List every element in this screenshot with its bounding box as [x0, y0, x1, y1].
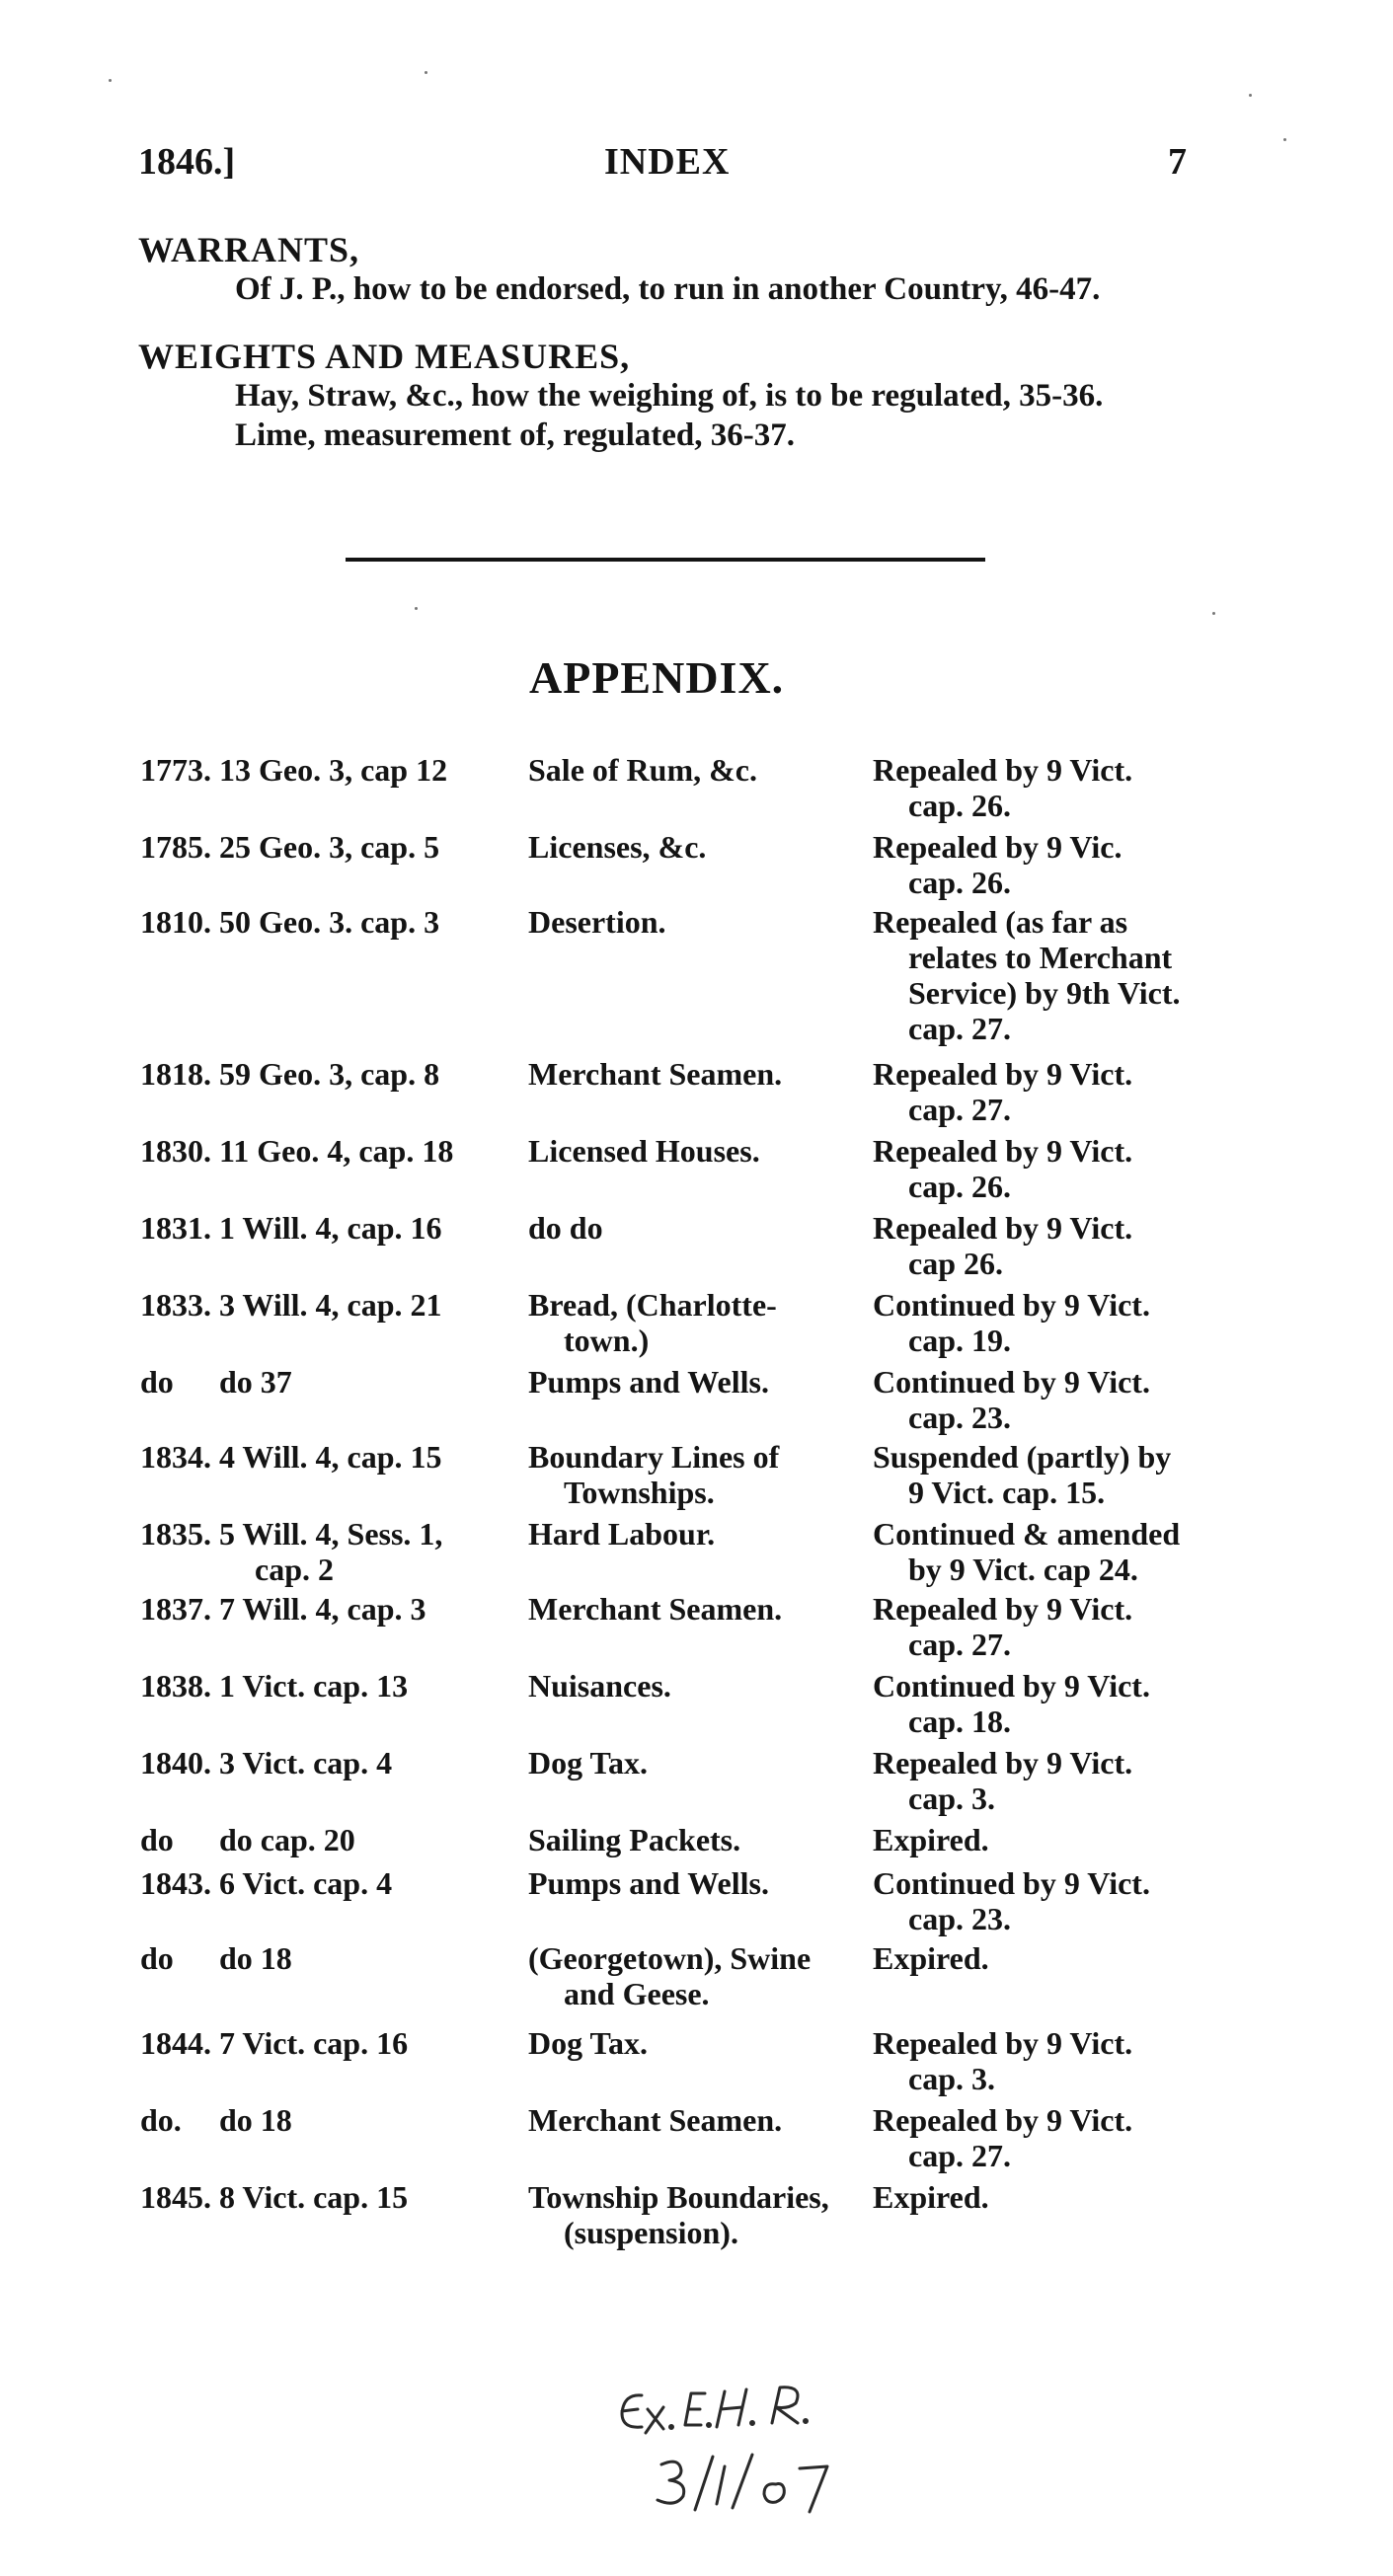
cell-subject-line: Sailing Packets. [528, 1822, 741, 1857]
cell-disposition [873, 1668, 1150, 1739]
cell-year [140, 2025, 211, 2061]
cell-year-line: 1845. [140, 2179, 211, 2215]
cell-disposition-line: Repealed by 9 Vict. [873, 1591, 1133, 1627]
cell-act-line: 25 Geo. 3, cap. 5 [219, 829, 440, 865]
cell-subject-line: Licenses, &c. [528, 829, 707, 865]
cell-subject [528, 1865, 769, 1901]
cell-year-line: 1818. [140, 1056, 211, 1092]
cell-disposition-line: cap. 26. [908, 788, 1011, 823]
cell-year [140, 1516, 211, 1552]
page-number: 7 [1168, 141, 1187, 183]
cell-act [219, 2102, 292, 2138]
cell-subject-line: Township Boundaries, [528, 2179, 829, 2215]
cell-year-line: do [140, 1364, 174, 1400]
cell-disposition [873, 1516, 1180, 1587]
cell-subject-line: Pumps and Wells. [528, 1865, 769, 1901]
cell-act-line: 1 Vict. cap. 13 [219, 1668, 409, 1704]
cell-disposition-line: Continued by 9 Vict. [873, 1668, 1150, 1704]
cell-disposition-line: cap. 26. [908, 1169, 1011, 1204]
cell-disposition [873, 2025, 1132, 2096]
cell-subject-line: and Geese. [564, 1976, 710, 2011]
cell-subject-line: Dog Tax. [528, 2025, 648, 2061]
cell-subject [528, 1745, 648, 1780]
cell-disposition-line: cap. 23. [908, 1901, 1011, 1936]
cell-year [140, 1133, 211, 1169]
cell-year [140, 752, 211, 788]
cell-disposition-line: cap. 3. [908, 2061, 995, 2096]
cell-disposition [873, 2179, 989, 2215]
cell-disposition-line: Repealed by 9 Vict. [873, 1745, 1133, 1780]
cell-year-line: 1833. [140, 1287, 211, 1323]
cell-disposition [873, 2102, 1132, 2173]
cell-subject [528, 829, 706, 865]
cell-year-line: 1838. [140, 1668, 211, 1704]
scan-speck [425, 71, 427, 74]
cell-act [219, 1591, 426, 1627]
cell-disposition-line: Repealed by 9 Vict. [873, 752, 1133, 788]
cell-year-line: 1843. [140, 1865, 211, 1901]
cell-act-line: do 18 [219, 2102, 292, 2138]
cell-year [140, 1364, 174, 1400]
cell-disposition [873, 1940, 989, 1976]
scan-speck [1283, 138, 1286, 141]
cell-year-line: 1785. [140, 829, 211, 865]
cell-disposition [873, 1056, 1132, 1127]
cell-disposition-line: cap. 26. [908, 865, 1011, 900]
cell-subject [528, 1940, 811, 2011]
cell-subject-line: (Georgetown), Swine [528, 1940, 812, 1976]
handwritten-annotation [602, 2374, 918, 2532]
cell-subject [528, 1822, 740, 1857]
index-heading-weights-measures: WEIGHTS AND MEASURES, [138, 337, 631, 376]
cell-disposition-line: Repealed by 9 Vict. [873, 2025, 1133, 2061]
cell-disposition-line: cap. 27. [908, 1092, 1011, 1127]
cell-subject-line: Hard Labour. [528, 1516, 716, 1552]
cell-year [140, 1210, 211, 1246]
cell-act [219, 1745, 392, 1780]
cell-disposition-line: cap. 27. [908, 1627, 1011, 1662]
cell-subject-line: Townships. [564, 1475, 715, 1510]
cell-disposition-line: cap. 18. [908, 1704, 1011, 1739]
cell-disposition-line: Repealed by 9 Vict. [873, 1056, 1133, 1092]
cell-year [140, 904, 211, 940]
cell-year-line: 1837. [140, 1591, 211, 1627]
cell-disposition-line: Repealed by 9 Vict. [873, 2102, 1133, 2138]
cell-subject [528, 1287, 777, 1358]
cell-act-line: 11 Geo. 4, cap. 18 [219, 1133, 454, 1169]
cell-act [219, 1940, 292, 1976]
header-year: 1846.] [138, 141, 236, 183]
cell-act [219, 1516, 442, 1587]
cell-year-line: 1844. [140, 2025, 211, 2061]
cell-subject [528, 1133, 760, 1169]
cell-disposition [873, 752, 1132, 823]
appendix-title: APPENDIX. [529, 652, 785, 703]
cell-disposition-line: Continued by 9 Vict. [873, 1287, 1150, 1323]
cell-year [140, 1056, 211, 1092]
cell-year [140, 1287, 211, 1323]
cell-year-line: 1835. [140, 1516, 211, 1552]
cell-act [219, 1439, 442, 1475]
cell-disposition-line: cap. 23. [908, 1400, 1011, 1435]
cell-subject [528, 1364, 769, 1400]
cell-disposition [873, 1865, 1150, 1936]
cell-subject-line: Boundary Lines of [528, 1439, 780, 1475]
cell-subject-line: Merchant Seamen. [528, 1056, 783, 1092]
cell-act-line: 5 Will. 4, Sess. 1, [219, 1516, 443, 1552]
cell-act-line: 7 Will. 4, cap. 3 [219, 1591, 426, 1627]
cell-disposition-line: relates to Merchant [908, 940, 1173, 975]
cell-year [140, 2102, 182, 2138]
cell-disposition-line: by 9 Vict. cap 24. [908, 1552, 1138, 1587]
cell-act [219, 829, 439, 865]
cell-disposition-line: cap 26. [908, 1246, 1003, 1281]
cell-year-line: do [140, 1822, 174, 1857]
cell-subject-line: (suspension). [564, 2215, 738, 2250]
scan-speck [1249, 94, 1252, 97]
cell-subject [528, 904, 666, 940]
cell-act-line: 1 Will. 4, cap. 16 [219, 1210, 442, 1246]
index-line: Lime, measurement of, regulated, 36-37. [235, 417, 796, 453]
cell-year [140, 1668, 211, 1704]
cell-act-line: 3 Will. 4, cap. 21 [219, 1287, 442, 1323]
scan-speck [415, 607, 418, 610]
cell-year-line: 1830. [140, 1133, 211, 1169]
cell-subject-line: Desertion. [528, 904, 666, 940]
cell-act-line: 50 Geo. 3. cap. 3 [219, 904, 440, 940]
cell-disposition-line: Repealed (as far as [873, 904, 1128, 940]
cell-disposition-line: Suspended (partly) by [873, 1439, 1172, 1475]
cell-year [140, 1822, 174, 1857]
cell-act-line: do 37 [219, 1364, 292, 1400]
cell-year [140, 1940, 174, 1976]
cell-act [219, 2179, 408, 2215]
cell-disposition [873, 1439, 1171, 1510]
cell-subject [528, 2102, 782, 2138]
section-divider [346, 558, 985, 562]
cell-year-line: 1810. [140, 904, 211, 940]
index-line: Hay, Straw, &c., how the weighing of, is to be regulated, 35-36. [235, 378, 1104, 414]
cell-disposition-line: cap. 19. [908, 1323, 1011, 1358]
cell-disposition-line: Repealed by 9 Vic. [873, 829, 1122, 865]
cell-disposition-line: Repealed by 9 Vict. [873, 1210, 1133, 1246]
cell-act-line: 4 Will. 4, cap. 15 [219, 1439, 442, 1475]
cell-subject [528, 1516, 715, 1552]
cell-act [219, 1056, 439, 1092]
cell-act-line: 3 Vict. cap. 4 [219, 1745, 393, 1780]
cell-disposition-line: Repealed by 9 Vict. [873, 1133, 1133, 1169]
cell-act-line: 59 Geo. 3, cap. 8 [219, 1056, 440, 1092]
cell-disposition-line: cap. 3. [908, 1780, 995, 1816]
cell-subject [528, 2179, 829, 2250]
cell-subject-line: Merchant Seamen. [528, 1591, 783, 1627]
cell-year-line: 1831. [140, 1210, 211, 1246]
cell-disposition-line: 9 Vict. cap. 15. [908, 1475, 1106, 1510]
cell-subject-line: town.) [564, 1323, 650, 1358]
cell-subject-line: Sale of Rum, &c. [528, 752, 757, 788]
cell-subject-line: Pumps and Wells. [528, 1364, 769, 1400]
cell-act-line: cap. 2 [255, 1552, 334, 1587]
cell-disposition [873, 904, 1181, 1046]
cell-act [219, 1133, 453, 1169]
cell-year [140, 1865, 211, 1901]
cell-disposition [873, 1591, 1132, 1662]
cell-act-line: 6 Vict. cap. 4 [219, 1865, 393, 1901]
cell-act [219, 1364, 292, 1400]
cell-subject-line: Nuisances. [528, 1668, 671, 1704]
cell-disposition-line: Expired. [873, 1822, 989, 1857]
cell-disposition [873, 1822, 989, 1857]
cell-subject [528, 1439, 779, 1510]
cell-subject [528, 1668, 671, 1704]
cell-disposition [873, 1133, 1132, 1204]
cell-disposition-line: Continued by 9 Vict. [873, 1364, 1150, 1400]
scan-speck [109, 79, 112, 82]
cell-act [219, 904, 439, 940]
cell-subject [528, 1210, 603, 1246]
cell-disposition-line: cap. 27. [908, 2138, 1011, 2173]
cell-disposition-line: Continued by 9 Vict. [873, 1865, 1150, 1901]
cell-year-line: do. [140, 2102, 182, 2138]
cell-act [219, 2025, 408, 2061]
cell-year [140, 2179, 211, 2215]
cell-disposition [873, 1287, 1150, 1358]
cell-disposition-line: Service) by 9th Vict. [908, 975, 1181, 1011]
cell-year-line: do [140, 1940, 174, 1976]
cell-act-line: 8 Vict. cap. 15 [219, 2179, 409, 2215]
cell-act [219, 1287, 442, 1323]
cell-year-line: 1773. [140, 752, 211, 788]
cell-disposition [873, 1364, 1150, 1435]
cell-subject-line: Dog Tax. [528, 1745, 648, 1780]
index-line: Of J. P., how to be endorsed, to run in another Country, 46-47. [235, 271, 1101, 307]
cell-act [219, 1210, 442, 1246]
cell-year-line: 1840. [140, 1745, 211, 1780]
cell-act-line: 7 Vict. cap. 16 [219, 2025, 409, 2061]
cell-subject-line: do do [528, 1210, 603, 1246]
cell-disposition [873, 1210, 1132, 1281]
cell-act-line: do 18 [219, 1940, 292, 1976]
cell-subject [528, 1056, 782, 1092]
cell-act [219, 752, 447, 788]
cell-disposition [873, 1745, 1132, 1816]
cell-subject [528, 1591, 782, 1627]
cell-year-line: 1834. [140, 1439, 211, 1475]
cell-subject [528, 2025, 648, 2061]
cell-disposition-line: Continued & amended [873, 1516, 1181, 1552]
cell-act [219, 1865, 392, 1901]
cell-year [140, 1745, 211, 1780]
cell-act-line: do cap. 20 [219, 1822, 355, 1857]
cell-subject-line: Merchant Seamen. [528, 2102, 783, 2138]
cell-act [219, 1668, 408, 1704]
cell-act-line: 13 Geo. 3, cap 12 [219, 752, 448, 788]
cell-year [140, 1591, 211, 1627]
header-title: INDEX [604, 141, 731, 183]
cell-disposition-line: cap. 27. [908, 1011, 1011, 1046]
cell-act [219, 1822, 355, 1857]
cell-year [140, 829, 211, 865]
index-heading-warrants: WARRANTS, [138, 230, 360, 269]
cell-year [140, 1439, 211, 1475]
cell-subject [528, 752, 757, 788]
cell-disposition-line: Expired. [873, 1940, 989, 1976]
scan-speck [1212, 612, 1215, 615]
cell-disposition [873, 829, 1122, 900]
cell-subject-line: Bread, (Charlotte- [528, 1287, 777, 1323]
cell-disposition-line: Expired. [873, 2179, 989, 2215]
cell-subject-line: Licensed Houses. [528, 1133, 760, 1169]
